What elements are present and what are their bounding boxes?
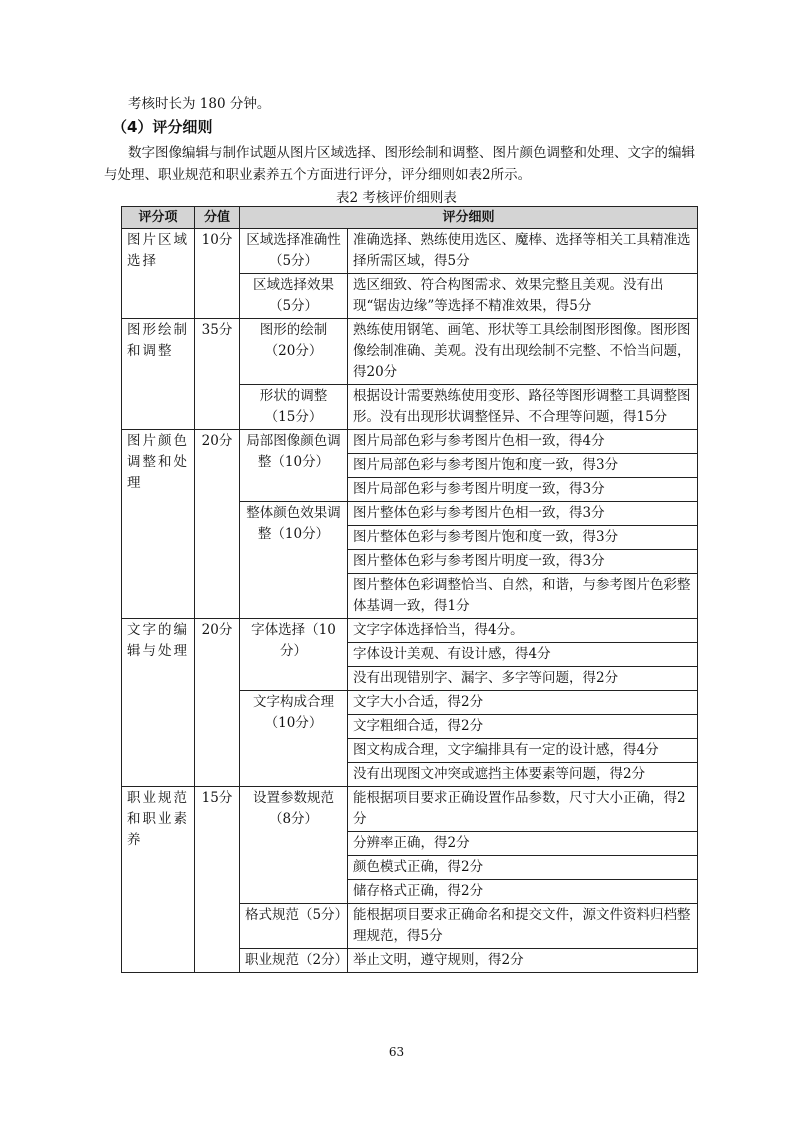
detail-cell: 图片整体色彩与参考图片色相一致，得3分	[348, 502, 698, 526]
subitem-cell: 设置参数规范（8分）	[240, 787, 348, 904]
detail-cell: 根据设计需要熟练使用变形、路径等图形调整工具调整图形。没有出现形状调整怪异、不合理等问题，得15分	[348, 385, 698, 430]
page-number: 63	[388, 1045, 405, 1059]
table-row	[122, 229, 698, 274]
detail-cell: 颜色模式正确，得2分	[348, 856, 698, 880]
detail-cell: 图片整体色彩与参考图片饱和度一致，得3分	[348, 526, 698, 550]
table-caption: 表2 考核评价细则表	[336, 190, 457, 206]
subitem-cell: 整体颜色效果调整（10分）	[240, 502, 348, 619]
detail-cell: 文字大小合适，得2分	[348, 691, 698, 715]
category-cell: 图片区域选择	[122, 229, 195, 319]
table-row	[122, 787, 698, 832]
table-row	[122, 319, 698, 385]
detail-cell: 文字粗细合适，得2分	[348, 715, 698, 739]
detail-cell: 分辨率正确，得2分	[348, 832, 698, 856]
category-cell: 职业规范和职业素养	[122, 787, 195, 973]
detail-cell: 文字字体选择恰当，得4分。	[348, 619, 698, 643]
category-cell: 文字的编辑与处理	[122, 619, 195, 787]
category-cell: 图片颜色调整和处理	[122, 430, 195, 619]
subitem-cell: 区域选择效果（5分）	[240, 274, 348, 319]
score-cell: 10分	[195, 229, 240, 319]
subitem-cell: 格式规范（5分）	[240, 904, 348, 949]
detail-cell: 熟练使用钢笔、画笔、形状等工具绘制图形图像。图形图像绘制准确、美观。没有出现绘制不完整、不恰当问题，得20分	[348, 319, 698, 385]
detail-cell: 图片整体色彩与参考图片明度一致，得3分	[348, 550, 698, 574]
scoring-table	[121, 206, 698, 973]
detail-cell: 能根据项目要求正确设置作品参数，尺寸大小正确，得2分	[348, 787, 698, 832]
table-header-row	[122, 207, 698, 229]
subitem-cell: 文字构成合理（10分）	[240, 691, 348, 787]
score-cell: 20分	[195, 619, 240, 787]
subitem-cell: 局部图像颜色调整（10分）	[240, 430, 348, 502]
detail-cell: 没有出现图文冲突或遮挡主体要素等问题，得2分	[348, 763, 698, 787]
table-row	[122, 619, 698, 643]
section-title: （4）评分细则	[112, 118, 213, 136]
detail-cell: 选区细致、符合构图需求、效果完整且美观。没有出现“锯齿边缘”等选择不精准效果，得5分	[348, 274, 698, 319]
score-cell: 20分	[195, 430, 240, 619]
intro-paragraph-line-2: 与处理、职业规范和职业素养五个方面进行评分，评分细则如表2所示。	[104, 167, 532, 183]
detail-cell: 能根据项目要求正确命名和提交文件，源文件资料归档整理规范，得5分	[348, 904, 698, 949]
detail-cell: 图片局部色彩与参考图片色相一致，得4分	[348, 430, 698, 454]
detail-cell: 图文构成合理，文字编排具有一定的设计感，得4分	[348, 739, 698, 763]
header-item: 评分项	[122, 207, 195, 229]
duration-text: 考核时长为 180 分钟。	[128, 96, 271, 112]
subitem-cell: 图形的绘制（20分）	[240, 319, 348, 385]
detail-cell: 图片局部色彩与参考图片饱和度一致，得3分	[348, 454, 698, 478]
detail-cell: 举止文明，遵守规则，得2分	[348, 949, 698, 973]
detail-cell: 字体设计美观、有设计感，得4分	[348, 643, 698, 667]
detail-cell: 没有出现错别字、漏字、多字等问题，得2分	[348, 667, 698, 691]
intro-paragraph-line-1: 数字图像编辑与制作试题从图片区域选择、图形绘制和调整、图片颜色调整和处理、文字的编辑	[128, 145, 695, 161]
header-detail: 评分细则	[240, 207, 698, 229]
header-score: 分值	[195, 207, 240, 229]
detail-cell: 图片局部色彩与参考图片明度一致，得3分	[348, 478, 698, 502]
subitem-cell: 形状的调整（15分）	[240, 385, 348, 430]
detail-cell: 准确选择、熟练使用选区、魔棒、选择等相关工具精准选择所需区域，得5分	[348, 229, 698, 274]
subitem-cell: 职业规范（2分）	[240, 949, 348, 973]
table-row	[122, 430, 698, 454]
score-cell: 15分	[195, 787, 240, 973]
detail-cell: 储存格式正确，得2分	[348, 880, 698, 904]
subitem-cell: 区域选择准确性（5分）	[240, 229, 348, 274]
detail-cell: 图片整体色彩调整恰当、自然，和谐，与参考图片色彩整体基调一致，得1分	[348, 574, 698, 619]
subitem-cell: 字体选择（10分）	[240, 619, 348, 691]
score-cell: 35分	[195, 319, 240, 430]
category-cell: 图形绘制和调整	[122, 319, 195, 430]
